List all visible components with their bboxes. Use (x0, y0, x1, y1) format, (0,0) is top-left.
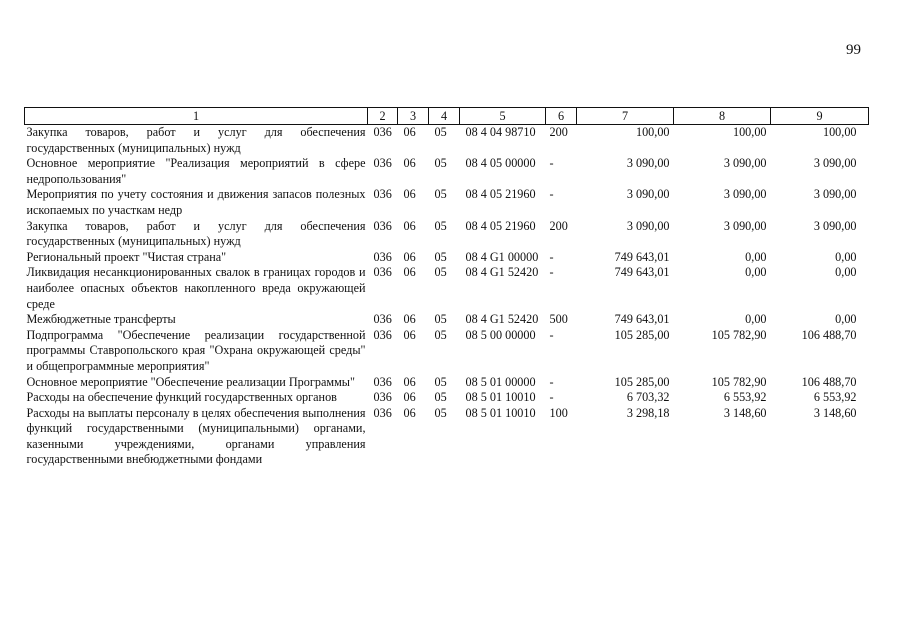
row-section-cell: 06 (403, 218, 416, 233)
col-header-4: 4 (429, 108, 460, 125)
row-subsection-cell: 05 (434, 312, 447, 327)
row-value-7-cell: 6 703,32 (626, 390, 670, 405)
row-value-8-cell: 3 090,00 (723, 156, 767, 171)
col-header-3: 3 (398, 108, 429, 125)
table-row (25, 265, 869, 312)
row-value-9-cell: 106 488,70 (801, 374, 857, 389)
row-section-cell: 06 (403, 187, 416, 202)
col-header-2: 2 (368, 108, 398, 125)
row-value-7-cell: 105 285,00 (614, 374, 670, 389)
row-value-7-cell: 749 643,01 (614, 249, 670, 264)
row-value-9-cell: 3 090,00 (813, 156, 857, 171)
row-value-7-cell: 105 285,00 (614, 327, 670, 342)
row-name-cell: Межбюджетные трансферты (26, 312, 176, 327)
row-target-article-cell: 08 4 05 21960 (465, 187, 536, 202)
row-name-cell: Закупка товаров, работ и услуг для обеспечения государственных (муниципальных) нужд (26, 125, 366, 155)
row-expense-type-cell: 200 (549, 218, 568, 233)
row-expense-type-cell: - (549, 374, 554, 389)
col-header-9: 9 (771, 108, 869, 125)
row-expense-type-cell: - (549, 265, 554, 280)
row-section-cell: 06 (403, 374, 416, 389)
row-value-7-cell: 3 298,18 (626, 405, 670, 420)
table-row (25, 406, 869, 468)
row-expense-type-cell: - (549, 187, 554, 202)
row-value-9-cell: 0,00 (835, 249, 857, 264)
row-target-article-cell: 08 4 05 21960 (465, 218, 536, 233)
row-target-article-cell: 08 4 G1 52420 (465, 265, 539, 280)
row-value-9-cell: 3 090,00 (813, 218, 857, 233)
row-value-8-cell: 0,00 (745, 249, 767, 264)
row-section-cell: 06 (403, 156, 416, 171)
row-ministry-code-cell: 036 (373, 156, 392, 171)
row-expense-type-cell: - (549, 156, 554, 171)
row-expense-type-cell: 100 (549, 405, 568, 420)
row-subsection-cell: 05 (434, 265, 447, 280)
row-value-9-cell: 0,00 (835, 312, 857, 327)
row-ministry-code-cell: 036 (373, 312, 392, 327)
row-ministry-code-cell: 036 (373, 249, 392, 264)
row-subsection-cell: 05 (434, 187, 447, 202)
row-ministry-code-cell: 036 (373, 374, 392, 389)
row-target-article-cell: 08 4 G1 00000 (465, 249, 539, 264)
row-value-8-cell: 3 090,00 (723, 187, 767, 202)
row-name-cell: Основное мероприятие "Обеспечение реализации Программы" (26, 374, 355, 389)
row-target-article-cell: 08 4 05 00000 (465, 156, 536, 171)
row-subsection-cell: 05 (434, 390, 447, 405)
row-ministry-code-cell: 036 (373, 125, 392, 139)
row-value-7-cell: 3 090,00 (626, 218, 670, 233)
row-ministry-code-cell: 036 (373, 390, 392, 405)
row-subsection-cell: 05 (434, 405, 447, 420)
col-header-5: 5 (460, 108, 546, 125)
row-expense-type-cell: 200 (549, 125, 568, 139)
row-section-cell: 06 (403, 405, 416, 420)
table-body (25, 125, 869, 469)
col-header-6: 6 (546, 108, 577, 125)
row-target-article-cell: 08 5 01 10010 (465, 390, 536, 405)
row-value-8-cell: 100,00 (732, 125, 767, 139)
table-row (25, 156, 869, 187)
row-target-article-cell: 08 4 G1 52420 (465, 312, 539, 327)
row-section-cell: 06 (403, 327, 416, 342)
row-name-cell: Основное мероприятие "Реализация мероприятий в сфере недропользования" (26, 156, 366, 186)
row-subsection-cell: 05 (434, 327, 447, 342)
table-row (25, 390, 869, 406)
row-ministry-code-cell: 036 (373, 265, 392, 280)
row-target-article-cell: 08 5 00 00000 (465, 327, 536, 342)
row-value-9-cell: 6 553,92 (813, 390, 857, 405)
row-name-cell: Подпрограмма "Обеспечение реализации государственной программы Ставропольского края "Охрана окружающей среды" и общепрограммные мероприятия" (26, 327, 366, 373)
row-value-9-cell: 3 090,00 (813, 187, 857, 202)
table-row (25, 312, 869, 328)
row-value-9-cell: 106 488,70 (801, 327, 857, 342)
row-target-article-cell: 08 4 04 98710 (465, 125, 536, 139)
row-value-7-cell: 3 090,00 (626, 156, 670, 171)
row-name-cell: Ликвидация несанкционированных свалок в границах городов и наиболее опасных объектов накопленного вреда окружающей среде (26, 265, 366, 311)
row-value-9-cell: 0,00 (835, 265, 857, 280)
row-subsection-cell: 05 (434, 125, 447, 139)
row-ministry-code-cell: 036 (373, 218, 392, 233)
row-name-cell: Расходы на выплаты персоналу в целях обеспечения выполнения функций государственными (муниципальными) органами, казенными учреждениями, органами управления государственными внебюджетными фондами (26, 405, 366, 467)
col-header-8: 8 (674, 108, 771, 125)
row-section-cell: 06 (403, 249, 416, 264)
row-name-cell: Региональный проект "Чистая страна" (26, 249, 227, 264)
row-section-cell: 06 (403, 265, 416, 280)
row-value-8-cell: 0,00 (745, 312, 767, 327)
row-target-article-cell: 08 5 01 00000 (465, 374, 536, 389)
row-subsection-cell: 05 (434, 249, 447, 264)
page-number: 99 (846, 42, 861, 58)
col-header-7: 7 (577, 108, 674, 125)
table-row (25, 375, 869, 391)
row-expense-type-cell: - (549, 249, 554, 264)
row-name-cell: Расходы на обеспечение функций государственных органов (26, 390, 337, 405)
table-row (25, 219, 869, 250)
table-row (25, 187, 869, 218)
row-section-cell: 06 (403, 312, 416, 327)
row-value-7-cell: 3 090,00 (626, 187, 670, 202)
row-section-cell: 06 (403, 390, 416, 405)
row-section-cell: 06 (403, 125, 416, 139)
row-name-cell: Закупка товаров, работ и услуг для обеспечения государственных (муниципальных) нужд (26, 218, 366, 249)
row-subsection-cell: 05 (434, 218, 447, 233)
row-expense-type-cell: - (549, 327, 554, 342)
row-value-7-cell: 749 643,01 (614, 265, 670, 280)
row-ministry-code-cell: 036 (373, 327, 392, 342)
budget-table (24, 107, 869, 468)
row-value-8-cell: 3 090,00 (723, 218, 767, 233)
row-ministry-code-cell: 036 (373, 187, 392, 202)
row-ministry-code-cell: 036 (373, 405, 392, 420)
row-value-8-cell: 105 782,90 (711, 327, 767, 342)
row-value-8-cell: 105 782,90 (711, 374, 767, 389)
row-expense-type-cell: 500 (549, 312, 568, 327)
row-target-article-cell: 08 5 01 10010 (465, 405, 536, 420)
row-expense-type-cell: - (549, 390, 554, 405)
row-value-7-cell: 100,00 (635, 125, 670, 139)
row-value-9-cell: 100,00 (822, 125, 857, 139)
row-value-8-cell: 3 148,60 (723, 405, 767, 420)
row-name-cell: Мероприятия по учету состояния и движения запасов полезных ископаемых по участкам недр (26, 187, 366, 217)
header-row (25, 108, 869, 125)
table-row (25, 328, 869, 375)
row-value-8-cell: 6 553,92 (723, 390, 767, 405)
table-row (25, 250, 869, 266)
row-value-8-cell: 0,00 (745, 265, 767, 280)
row-value-7-cell: 749 643,01 (614, 312, 670, 327)
table-row (25, 125, 869, 157)
row-value-9-cell: 3 148,60 (813, 405, 857, 420)
row-subsection-cell: 05 (434, 156, 447, 171)
row-subsection-cell: 05 (434, 374, 447, 389)
col-header-1: 1 (25, 108, 368, 125)
